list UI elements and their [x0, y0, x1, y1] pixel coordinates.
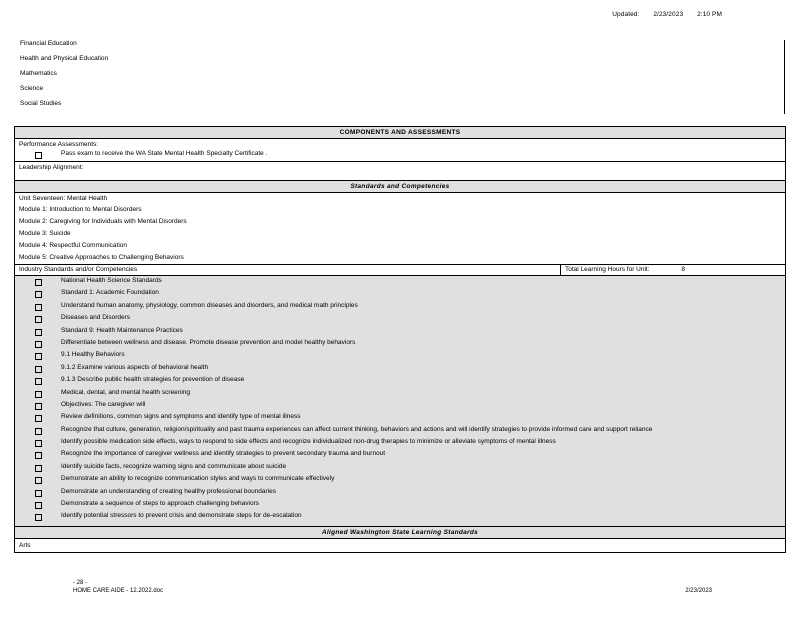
- standard-item: Demonstrate a sequence of steps to approach challenging behaviors: [15, 500, 785, 512]
- standard-item: 9.1.2 Examine various aspects of behavioral health: [15, 364, 785, 376]
- checkbox-icon: [35, 304, 45, 316]
- standard-item: Demonstrate an ability to recognize communication styles and ways to communicate effectively: [15, 475, 785, 487]
- components-header: COMPONENTS AND ASSESSMENTS: [15, 127, 785, 139]
- page-number: - 28 -: [73, 580, 88, 586]
- subject-item: Health and Physical Education: [20, 55, 109, 62]
- unit-title: Unit Seventeen: Mental Health: [19, 195, 108, 202]
- module-item: Module 3: Suicide: [19, 230, 71, 237]
- standard-item: Medical, dental, and mental health screening: [15, 389, 785, 401]
- footer-left: [73, 580, 163, 595]
- updated-label: Updated:: [612, 11, 640, 18]
- standard-item: 9.1 Healthy Behaviors: [15, 351, 785, 363]
- leadership-section: [15, 162, 785, 181]
- checkbox-icon: [35, 378, 45, 390]
- standard-item: Demonstrate an understanding of creating healthy professional boundaries: [15, 488, 785, 500]
- performance-label: Performance Assessments:: [19, 141, 99, 148]
- course-sheet: [14, 126, 786, 553]
- checkbox-icon: [35, 403, 45, 415]
- updated-date: 2/23/2023: [653, 11, 684, 18]
- footer-date: 2/23/2023: [685, 588, 712, 594]
- module-item: Module 1: Introduction to Mental Disorders: [19, 206, 142, 213]
- performance-section: [15, 139, 785, 162]
- learning-hours-value: 8: [681, 266, 685, 273]
- checkbox-icon: [35, 366, 45, 378]
- learning-hours-label: Total Learning Hours for Unit:: [565, 266, 650, 273]
- standard-item: 9.1.3 Describe public health strategies for prevention of disease: [15, 376, 785, 388]
- checkbox-icon: [35, 415, 45, 427]
- module-item: Module 4: Respectful Communication: [19, 242, 128, 249]
- standards-list: [15, 276, 785, 527]
- learning-hours: [561, 265, 785, 275]
- subject-item: Mathematics: [20, 70, 57, 77]
- checkbox-icon: [35, 279, 45, 291]
- standard-item: Diseases and Disorders: [15, 314, 785, 326]
- standard-item: National Health Science Standards: [15, 277, 785, 289]
- checkbox-icon: [35, 490, 45, 502]
- module-item: Module 5: Creative Approaches to Challenging Behaviors: [19, 254, 184, 261]
- performance-item: [19, 150, 781, 160]
- checkbox-icon: [35, 502, 45, 514]
- subject-item: Financial Education: [20, 40, 77, 47]
- checkbox-icon: [35, 329, 45, 341]
- subject-list: [20, 40, 785, 114]
- standard-item: Review definitions, common signs and symptoms and identify type of mental illness: [15, 413, 785, 425]
- standard-item: Identify possible medication side effects, ways to respond to side effects and recognize individualized non-drug therapies to minimize or alleviate symptoms of mental illness: [15, 438, 785, 450]
- standard-item: Identify suicide facts, recognize warning signs and communicate about suicide: [15, 463, 785, 475]
- checkbox-icon: [35, 353, 45, 365]
- industry-label: Industry Standards and/or Competencies: [15, 265, 561, 275]
- standard-item: Objectives: The caregiver will: [15, 401, 785, 413]
- checkbox-icon: [35, 316, 45, 328]
- checkbox-icon: [35, 465, 45, 477]
- subject-item: Science: [20, 85, 44, 92]
- standard-item: Identify potential stressors to prevent crisis and demonstrate steps for de-escalation: [15, 512, 785, 524]
- updated-time: 2:10 PM: [697, 11, 722, 18]
- industry-row: [15, 265, 785, 276]
- module-item: Module 2: Caregiving for Individuals with Mental Disorders: [19, 218, 187, 225]
- arts-row: Arts: [19, 541, 31, 549]
- checkbox-icon: [35, 428, 45, 440]
- document-name: HOME CARE AIDE - 12.2022.doc: [73, 587, 164, 594]
- leadership-label: Leadership Alignment:: [19, 164, 84, 171]
- checkbox-icon: [35, 341, 45, 353]
- performance-item-text: Pass exam to receive the WA State Mental Health Specialty Certificate .: [61, 150, 268, 157]
- unit-section: [15, 193, 785, 265]
- standard-item: Understand human anatomy, physiology, common diseases and disorders, and medical math principles: [15, 302, 785, 314]
- checkbox-icon: [35, 152, 45, 162]
- aligned-standards-header: Aligned Washington State Learning Standards: [15, 527, 785, 539]
- standard-item: Differentiate between wellness and disease. Promote disease prevention and model healthy behaviors: [15, 339, 785, 351]
- standard-item: Standard 9: Health Maintenance Practices: [15, 327, 785, 339]
- checkbox-icon: [35, 452, 45, 464]
- standard-item: Recognize the importance of caregiver wellness and identify strategies to prevent secondary trauma and burnout: [15, 450, 785, 462]
- standard-item: Standard 1: Academic Foundation: [15, 289, 785, 301]
- checkbox-icon: [35, 391, 45, 403]
- checkbox-icon: [35, 440, 45, 452]
- subject-item: Social Studies: [20, 100, 62, 107]
- checkbox-icon: [35, 291, 45, 303]
- checkbox-icon: [35, 477, 45, 489]
- checkbox-icon: [35, 514, 45, 526]
- updated-stamp: [600, 11, 722, 19]
- standard-item: Recognize that culture, generation, religion/spirituality and past trauma experiences can affect current thinking, behaviors and actions and will identify strategies to provide informed care and support reliance: [15, 426, 785, 438]
- standards-header: Standards and Competencies: [15, 181, 785, 193]
